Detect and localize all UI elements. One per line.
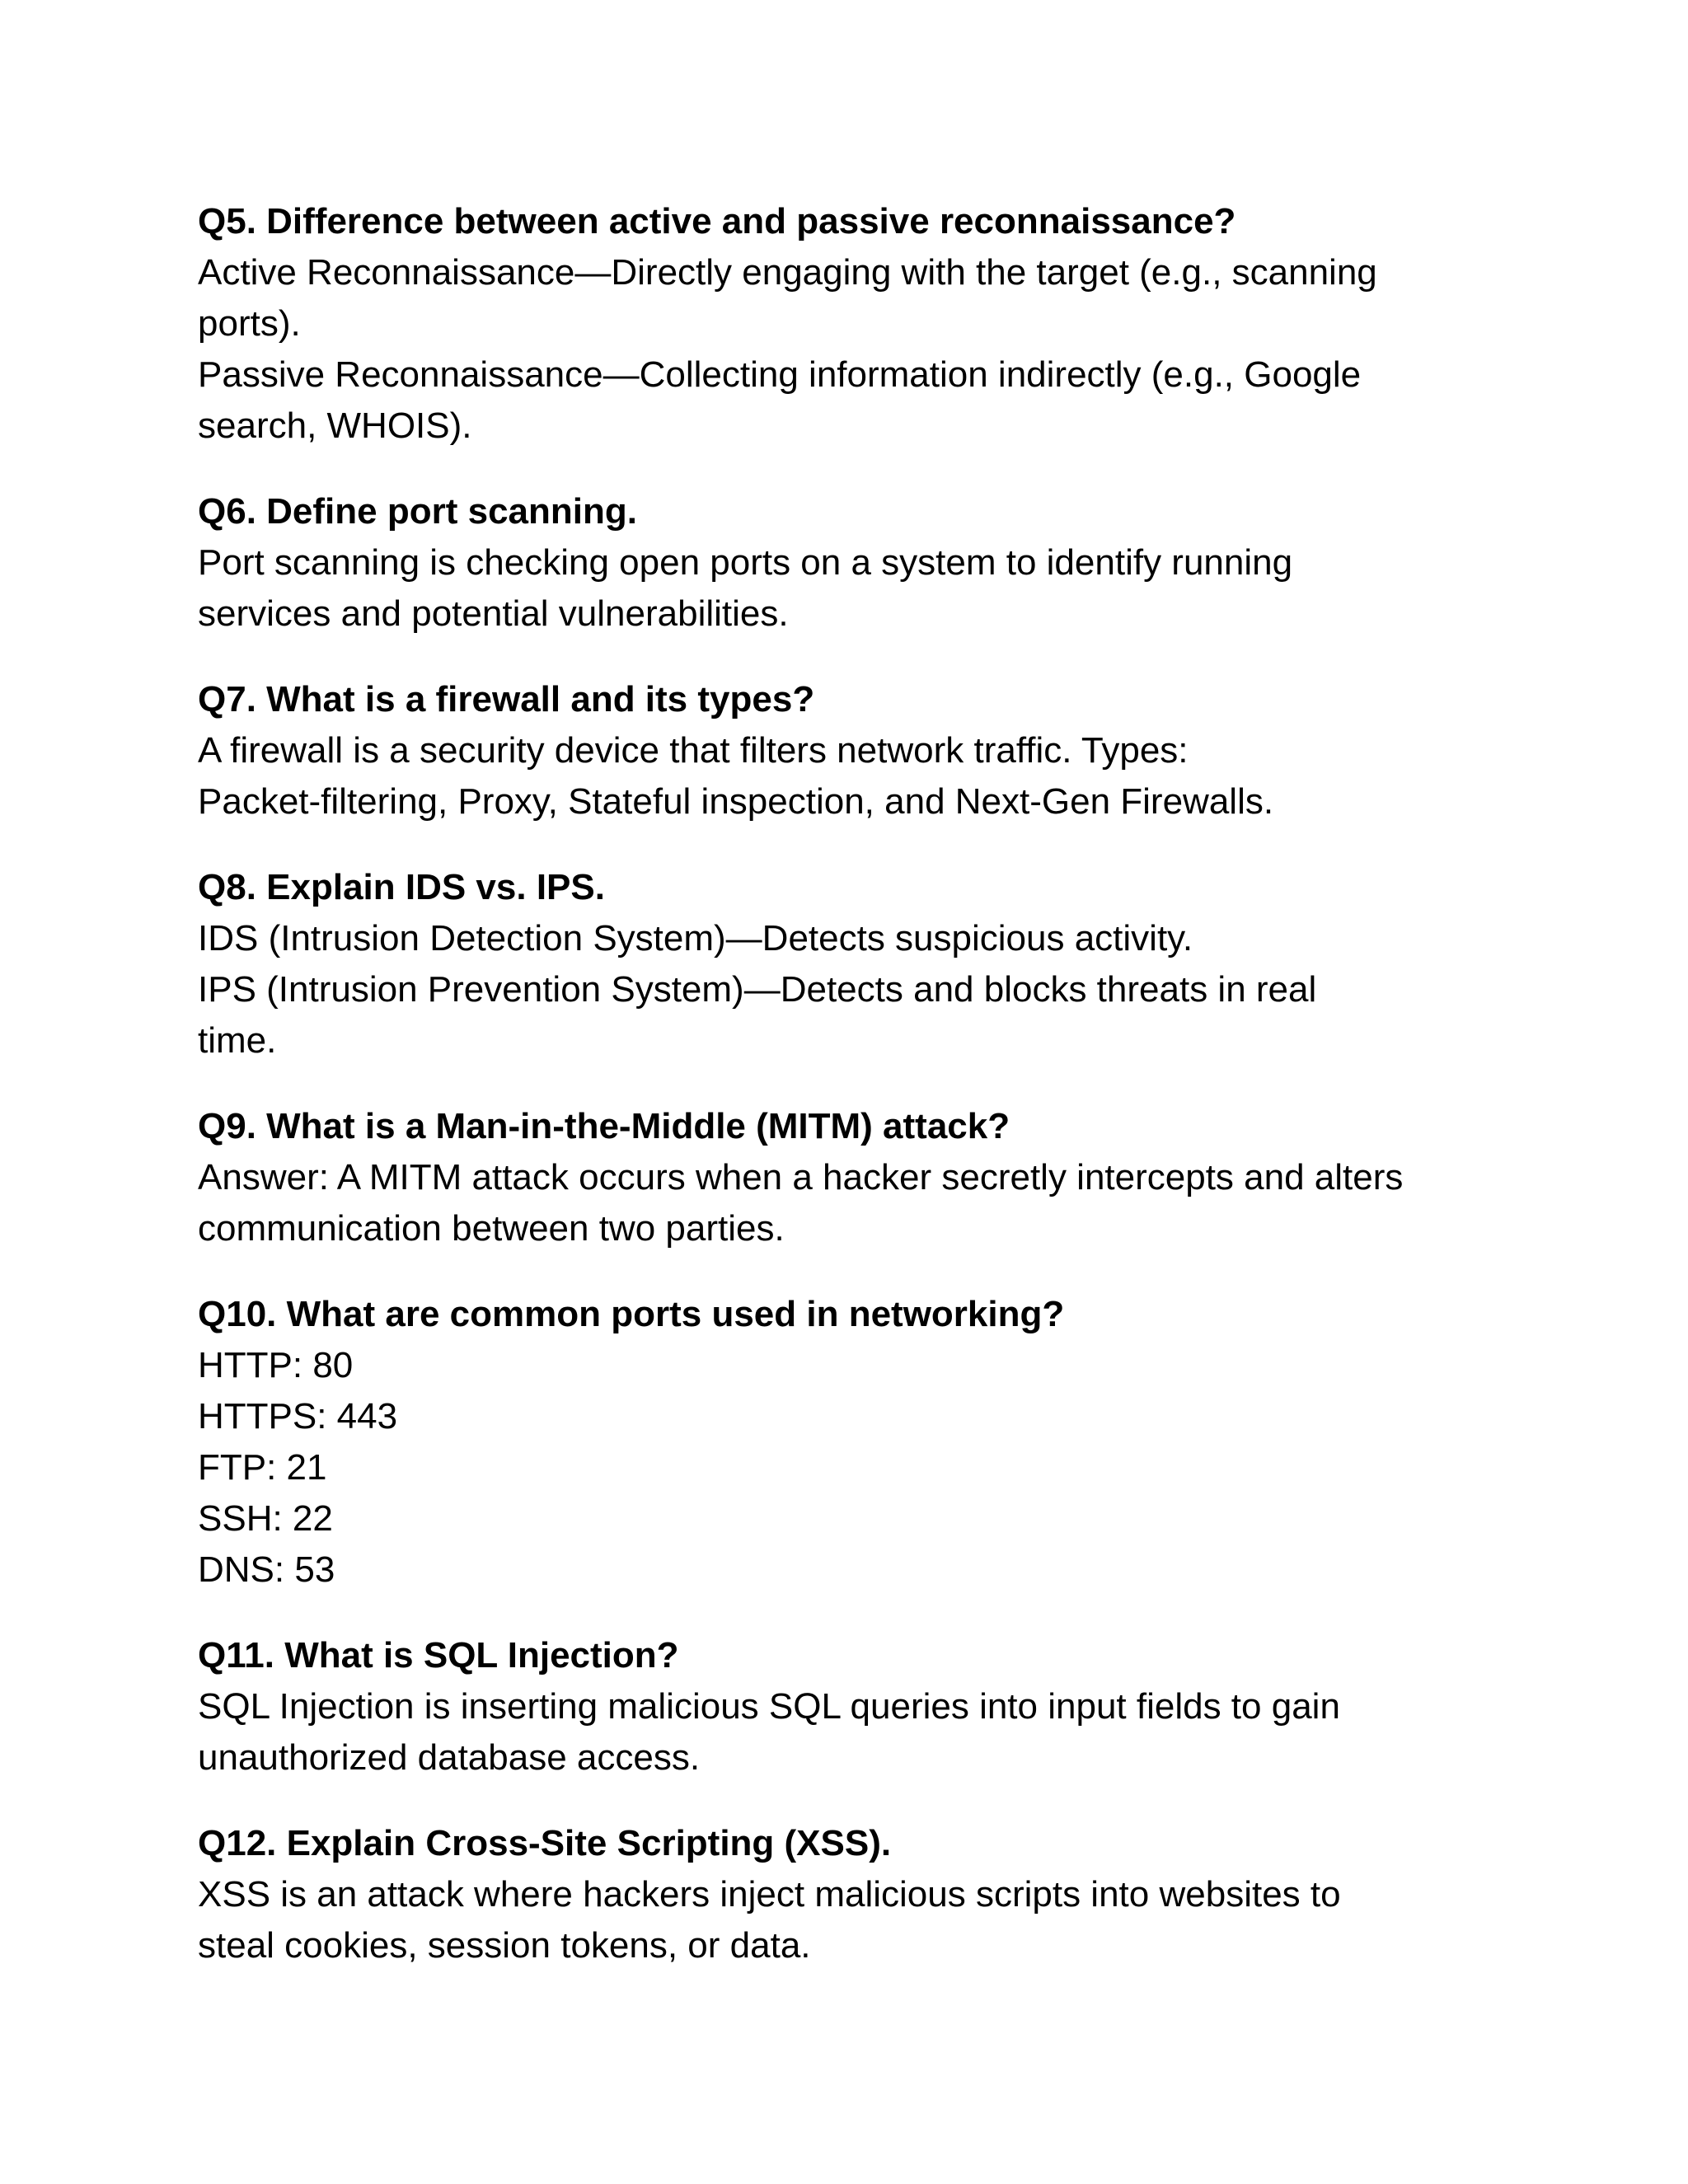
- qa-block-q12: [198, 1818, 1517, 1971]
- answer-line: steal cookies, session tokens, or data.: [198, 1925, 811, 1966]
- question-heading: Q8. Explain IDS vs. IPS.: [198, 867, 605, 907]
- document-page: [198, 196, 1517, 2006]
- question-heading: Q9. What is a Man-in-the-Middle (MITM) attack?: [198, 1106, 1010, 1146]
- answer-line: SSH: 22: [198, 1498, 333, 1539]
- answer-line: IDS (Intrusion Detection System)—Detects suspicious activity.: [198, 918, 1193, 958]
- answer-line: Passive Reconnaissance—Collecting information indirectly (e.g., Google: [198, 354, 1362, 395]
- answer-line: Port scanning is checking open ports on a system to identify running: [198, 542, 1293, 583]
- question-heading: Q7. What is a firewall and its types?: [198, 679, 815, 719]
- answer-line: HTTPS: 443: [198, 1396, 398, 1436]
- qa-block-q7: [198, 674, 1517, 827]
- question-heading: Q12. Explain Cross-Site Scripting (XSS).: [198, 1823, 892, 1863]
- answer-line: services and potential vulnerabilities.: [198, 593, 789, 634]
- qa-block-q9: [198, 1101, 1517, 1254]
- qa-block-q5: [198, 196, 1517, 452]
- answer-line: search, WHOIS).: [198, 405, 472, 446]
- answer-line: ports).: [198, 303, 301, 344]
- answer-line: XSS is an attack where hackers inject malicious scripts into websites to: [198, 1874, 1341, 1915]
- question-heading: Q10. What are common ports used in networking?: [198, 1294, 1065, 1334]
- answer-line: DNS: 53: [198, 1549, 335, 1590]
- answer-line: HTTP: 80: [198, 1345, 354, 1385]
- answer-line: unauthorized database access.: [198, 1737, 701, 1778]
- qa-block-q11: [198, 1630, 1517, 1783]
- answer-line: IPS (Intrusion Prevention System)—Detects and blocks threats in real: [198, 969, 1317, 1010]
- question-heading: Q5. Difference between active and passive reconnaissance?: [198, 201, 1236, 241]
- answer-line: FTP: 21: [198, 1447, 327, 1488]
- answer-line: Packet-filtering, Proxy, Stateful inspection, and Next-Gen Firewalls.: [198, 781, 1274, 822]
- answer-line: Answer: A MITM attack occurs when a hacker secretly intercepts and alters: [198, 1157, 1404, 1197]
- question-heading: Q11. What is SQL Injection?: [198, 1635, 679, 1675]
- qa-block-q10: [198, 1289, 1517, 1596]
- answer-line: Active Reconnaissance—Directly engaging with the target (e.g., scanning: [198, 252, 1377, 293]
- answer-line: time.: [198, 1020, 277, 1061]
- qa-block-q6: [198, 486, 1517, 640]
- question-heading: Q6. Define port scanning.: [198, 491, 637, 532]
- answer-line: SQL Injection is inserting malicious SQL queries into input fields to gain: [198, 1686, 1340, 1727]
- answer-line: communication between two parties.: [198, 1208, 785, 1249]
- qa-block-q8: [198, 862, 1517, 1066]
- answer-line: A firewall is a security device that filters network traffic. Types:: [198, 730, 1189, 771]
